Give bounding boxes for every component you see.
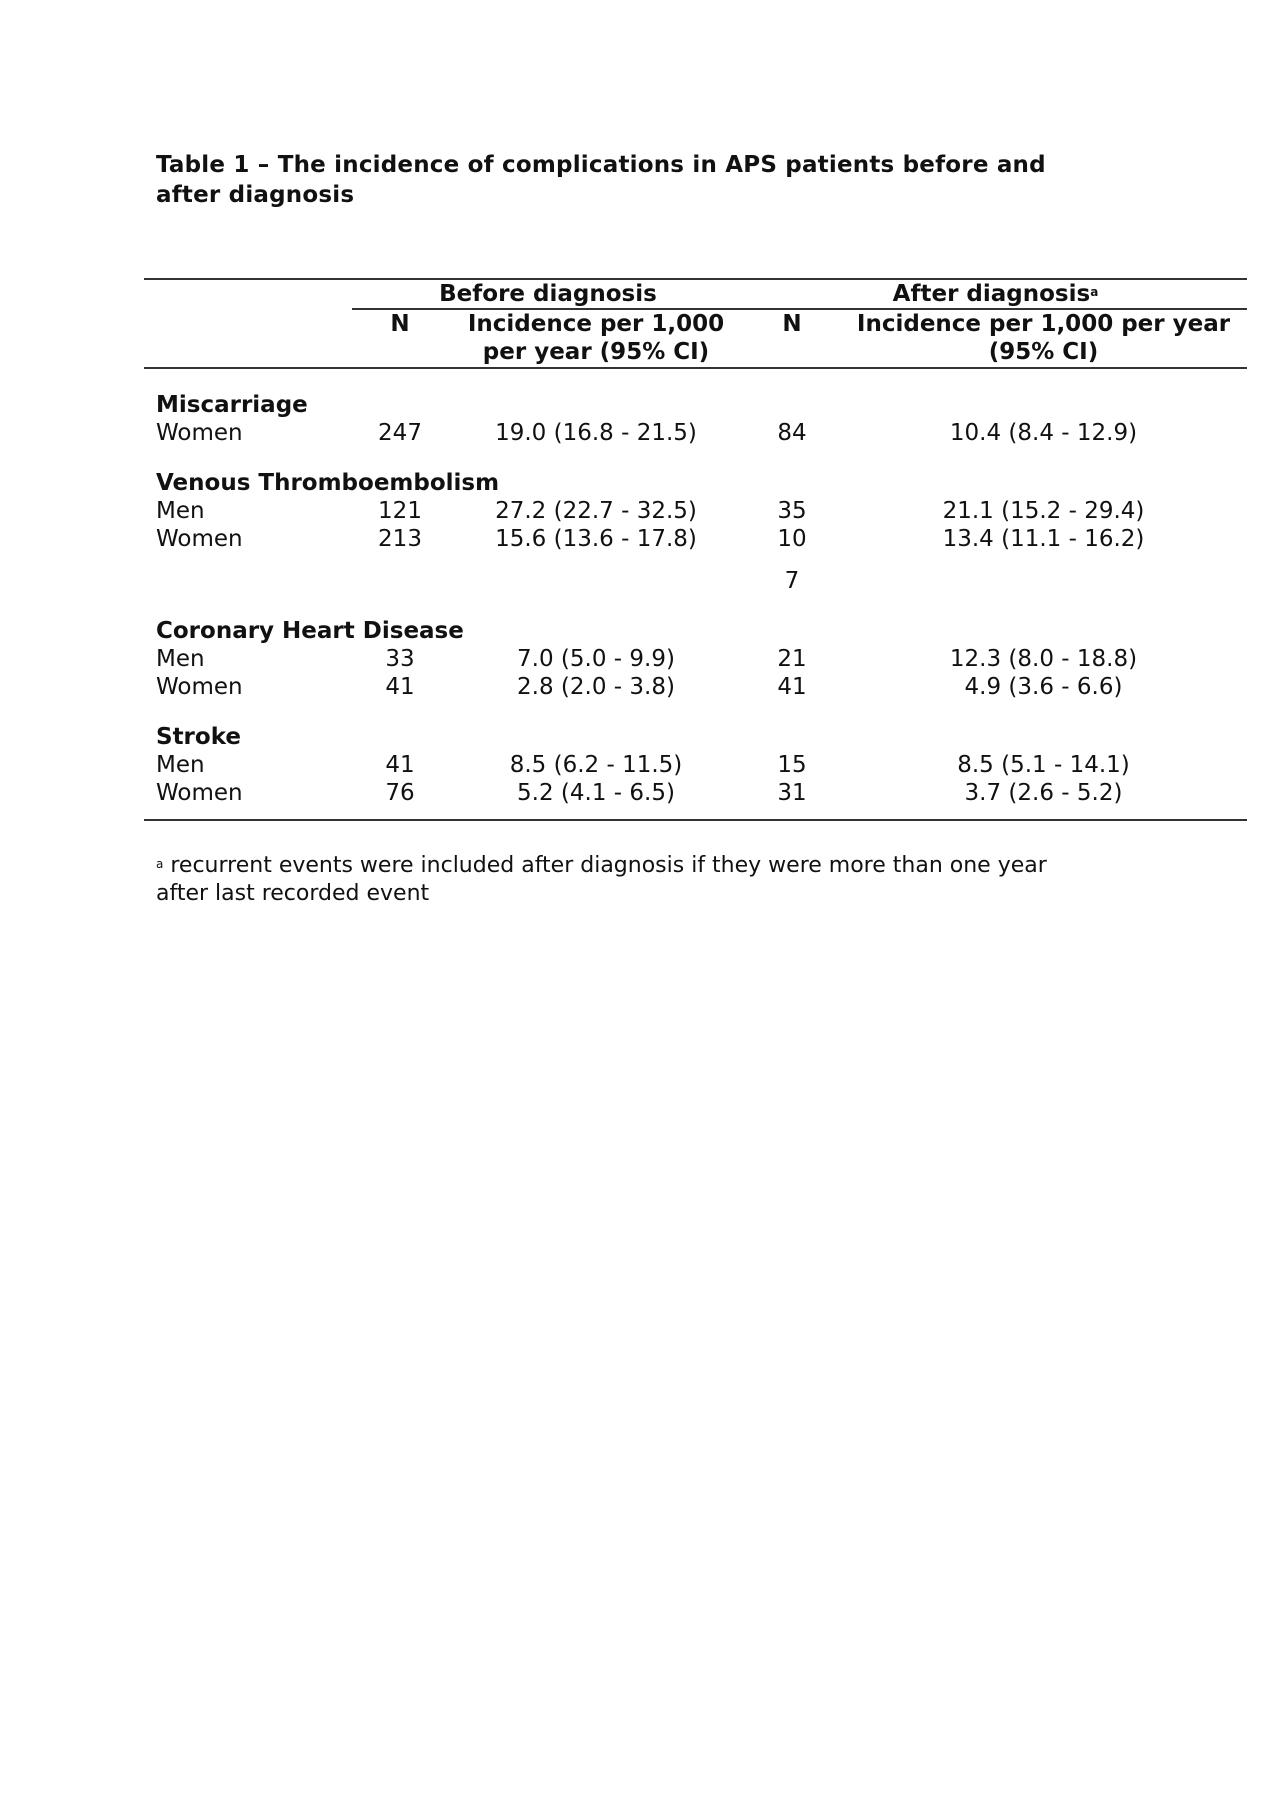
table-row-wrap: 7 [784,568,800,594]
incidence-table [144,278,1247,821]
after-diagnosis-header: After diagnosis$^a$ [744,280,1247,309]
before-diagnosis-header: Before diagnosis [352,280,744,309]
incidence-before-header: Incidence per 1,000 per year (95% CI) [448,309,744,368]
footnote-marker: a [1090,285,1099,299]
sub-header-row [144,309,1247,368]
n-before-header: N [352,309,448,368]
section-venous-thromboembolism: Venous Thromboembolism [156,470,500,496]
n-after-header: N [744,309,840,368]
footnote [156,852,1156,908]
table-title: Table 1 – The incidence of complications in APS patients before and after diagnosis [156,152,1046,208]
section-stroke: Stroke [156,724,241,750]
footnote-text-line2: after last recorded event [156,881,430,906]
footnote-text-line1: recurrent events were included after diagnosis if they were more than one year [170,853,1047,878]
table-row: Men 33 7.0 (5.0 - 9.9) 21 12.3 (8.0 - 18.8) [156,646,1138,672]
table-row: Men 121 27.2 (22.7 - 32.5) 35 21.1 (15.2 - 29.4) [156,498,1145,524]
section-miscarriage: Miscarriage [156,392,308,418]
footnote-marker-symbol: a [156,857,164,871]
table-row: Men 41 8.5 (6.2 - 11.5) 15 8.5 (5.1 - 14.1) [156,752,1130,778]
table-row: Women 247 19.0 (16.8 - 21.5) 84 10.4 (8.4 - 12.9) [156,420,1138,446]
incidence-after-header: Incidence per 1,000 per year (95% CI) [840,309,1247,368]
table-row: Women 213 15.6 (13.6 - 17.8) 10 13.4 (11.1 - 16.2) [156,526,1145,552]
section-coronary-heart-disease: Coronary Heart Disease [156,618,464,644]
table-row: Women 76 5.2 (4.1 - 6.5) 31 3.7 (2.6 - 5.2) [156,780,1123,806]
table-row: Women 41 2.8 (2.0 - 3.8) 41 4.9 (3.6 - 6.6) [156,674,1123,700]
group-header-row [144,280,1247,309]
table-bottom-rule [144,807,1247,820]
